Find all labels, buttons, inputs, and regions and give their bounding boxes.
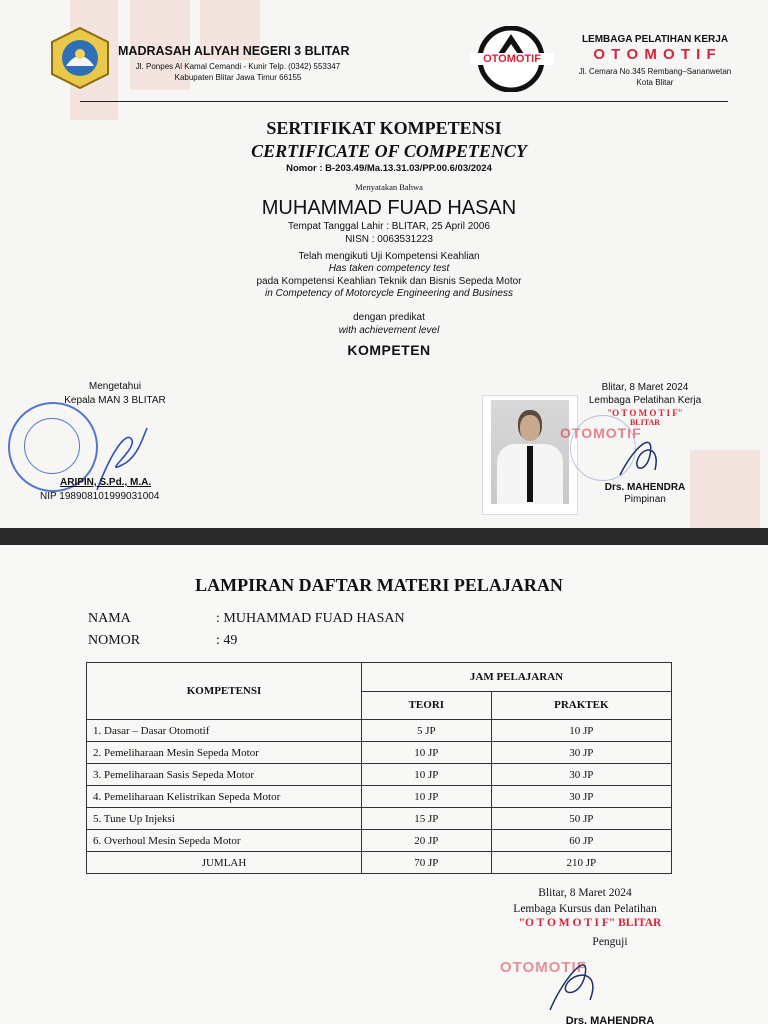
total-row: [87, 852, 672, 874]
lampiran-sign-org-name: "O T O M O T I F" BLITAR: [518, 917, 662, 929]
certificate-title-english: CERTIFICATE OF COMPETENCY: [251, 141, 527, 161]
birth-info: Tempat Tanggal Lahir : BLITAR, 25 April 2006: [288, 221, 490, 232]
lampiran-sign-name: Drs. MAHENDRA: [565, 1015, 655, 1024]
table-row: [87, 830, 672, 852]
table-row: [87, 786, 672, 808]
materials-table: [86, 662, 672, 874]
left-sign-nip: NIP 198908101999031004: [40, 491, 160, 502]
right-sign-org-name: "O T O M O T I F": [607, 408, 683, 418]
teori-hours: 20 JP: [362, 830, 492, 852]
right-sign-org: Lembaga Pelatihan Kerja: [588, 395, 702, 406]
teori-hours: 10 JP: [362, 742, 492, 764]
lampiran-sign-org: Lembaga Kursus dan Pelatihan: [513, 903, 657, 915]
lampiran-sign-date: Blitar, 8 Maret 2024: [538, 887, 632, 899]
competency-name: 3. Pemeliharaan Sasis Sepeda Motor: [87, 764, 362, 786]
table-row: [87, 808, 672, 830]
competency-field: pada Kompetensi Keahlian Teknik dan Bisnis Sepeda Motor: [256, 276, 522, 287]
competency-name: 5. Tune Up Injeksi: [87, 808, 362, 830]
competency-name: 1. Dasar – Dasar Otomotif: [87, 720, 362, 742]
certificate-number: Nomor : B-203.49/Ma.13.31.03/PP.00.6/03/2024: [286, 163, 492, 174]
school-address-line2: Kabupaten Blitar Jawa Timur 66155: [174, 73, 302, 82]
praktek-hours: 30 JP: [491, 742, 671, 764]
competency-name: 4. Pemeliharaan Kelistrikan Sepeda Motor: [87, 786, 362, 808]
table-row: [87, 720, 672, 742]
lampiran-stamp-text: OTOMOTIF: [500, 959, 587, 976]
declares-text: Menyatakan Bahwa: [355, 182, 423, 192]
left-sign-name: ARIPIN, S.Pd., M.A.: [60, 477, 152, 488]
school-address-line1: Jl. Ponpes Al Kamal Cemandi - Kunir Telp. (0342) 553347: [135, 62, 341, 71]
teori-hours: 10 JP: [362, 786, 492, 808]
header-kompetensi: KOMPETENSI: [87, 663, 362, 720]
total-teori: 70 JP: [362, 852, 492, 874]
followed-text-english: Has taken competency test: [328, 263, 450, 274]
achievement-level: KOMPETEN: [347, 342, 431, 358]
competency-name: 2. Pemeliharaan Mesin Sepeda Motor: [87, 742, 362, 764]
institute-address-line1: Jl. Cemara No.345 Rembang–Sananwetan: [578, 67, 732, 76]
right-sign-date: Blitar, 8 Maret 2024: [601, 382, 689, 393]
number-value: : 49: [216, 633, 238, 648]
otomotif-logo-text: OTOMOTIF: [470, 53, 554, 65]
right-sign-city: BLITAR: [629, 418, 661, 427]
materials-table-body: [87, 720, 672, 852]
competency-field-english: in Competency of Motorcycle Engineering and Business: [265, 288, 513, 299]
total-praktek: 210 JP: [491, 852, 671, 874]
institute-title: LEMBAGA PELATIHAN KERJA: [581, 34, 729, 45]
right-sign-name: Drs. MAHENDRA: [604, 482, 686, 493]
right-sign-role: Pimpinan: [624, 494, 666, 505]
nisn: NISN : 0063531223: [345, 234, 433, 245]
lampiran-sign-role: Penguji: [592, 936, 628, 948]
predicate-text-english: with achievement level: [338, 325, 440, 336]
name-label: NAMA: [88, 611, 131, 626]
predicate-text: dengan predikat: [353, 312, 425, 323]
header-praktek: PRAKTEK: [491, 691, 671, 720]
number-label: NOMOR: [88, 633, 141, 648]
followed-text: Telah mengikuti Uji Kompetensi Keahlian: [298, 251, 480, 262]
institute-name: O T O M O T I F: [593, 46, 717, 63]
teori-hours: 5 JP: [362, 720, 492, 742]
praktek-hours: 50 JP: [491, 808, 671, 830]
competency-name: 6. Overhoul Mesin Sepeda Motor: [87, 830, 362, 852]
signature-penguji: [530, 945, 620, 1015]
praktek-hours: 60 JP: [491, 830, 671, 852]
total-label: JUMLAH: [87, 852, 362, 874]
signature-mahendra: [610, 425, 670, 485]
praktek-hours: 30 JP: [491, 764, 671, 786]
header-teori: TEORI: [362, 691, 492, 720]
name-value: : MUHAMMAD FUAD HASAN: [216, 611, 405, 626]
signature-aripin: [92, 420, 152, 500]
school-name: MADRASAH ALIYAH NEGERI 3 BLITAR: [118, 44, 350, 58]
institute-address-line2: Kota Blitar: [636, 78, 674, 87]
recipient-name: MUHAMMAD FUAD HASAN: [261, 197, 517, 219]
table-row: [87, 764, 672, 786]
certificate-title: SERTIFIKAT KOMPETENSI: [266, 118, 502, 138]
header-divider: [80, 101, 728, 102]
left-sign-role: Kepala MAN 3 BLITAR: [64, 395, 166, 406]
otomotif-stamp-text: OTOMOTIF: [560, 425, 642, 441]
praktek-hours: 10 JP: [491, 720, 671, 742]
lampiran-title: LAMPIRAN DAFTAR MATERI PELAJARAN: [195, 575, 563, 595]
teori-hours: 10 JP: [362, 764, 492, 786]
teori-hours: 15 JP: [362, 808, 492, 830]
praktek-hours: 30 JP: [491, 786, 671, 808]
table-row: [87, 742, 672, 764]
lampiran-page: [0, 545, 768, 1024]
header-jam-pelajaran: JAM PELAJARAN: [362, 663, 672, 692]
left-sign-label: Mengetahui: [88, 381, 142, 392]
madrasah-logo: [48, 26, 112, 90]
recipient-photo: [482, 395, 578, 515]
